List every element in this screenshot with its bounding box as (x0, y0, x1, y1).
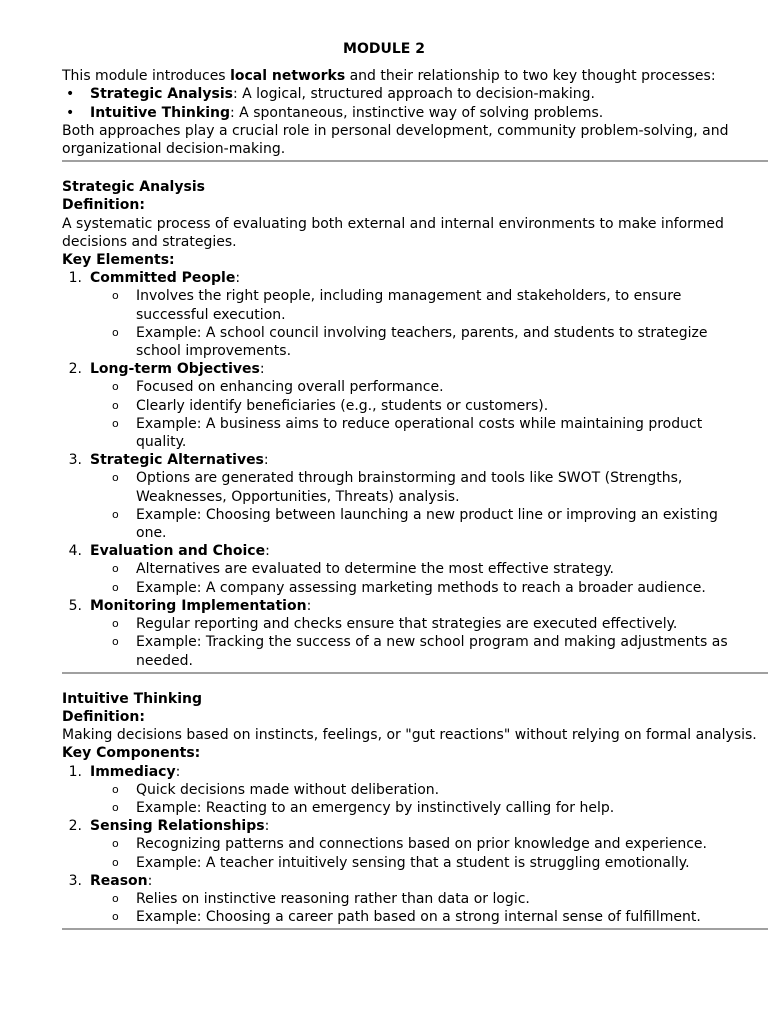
bullet-term: Strategic Analysis (90, 86, 233, 103)
sub-list (90, 378, 768, 451)
intro-bullet-item (62, 104, 768, 122)
sub-item (90, 378, 768, 396)
strategic-section (62, 178, 768, 669)
list-item (62, 872, 768, 927)
intro-bold-term: local networks (230, 68, 346, 85)
sub-marker: o (112, 325, 119, 339)
item-number: 3. (68, 452, 82, 469)
item-number: 2. (68, 818, 82, 835)
item-colon: : (264, 818, 270, 835)
section-heading: Intuitive Thinking (62, 690, 202, 707)
list-item (62, 451, 768, 542)
sub-marker: o (112, 471, 119, 485)
item-colon: : (306, 597, 312, 614)
item-number: 1. (68, 270, 82, 287)
item-number: 5. (68, 597, 82, 614)
sub-marker: o (112, 800, 119, 814)
intro-text-after: and their relationship to two key thought processes: (345, 68, 716, 85)
item-term: Immediacy (90, 763, 176, 780)
definition-label: Definition: (62, 708, 145, 725)
sub-marker: o (112, 837, 119, 851)
item-number: 3. (68, 872, 82, 889)
sub-list (90, 287, 768, 360)
sub-text: Alternatives are evaluated to determine the most effective strategy. (136, 561, 614, 578)
sub-text: Involves the right people, including management and stakeholders, to ensure successful execution. (136, 288, 682, 323)
item-term: Sensing Relationships (90, 818, 265, 835)
sub-text: Regular reporting and checks ensure that strategies are executed effectively. (136, 616, 678, 633)
key-components-list (62, 763, 768, 927)
sub-text: Example: Choosing between launching a new product line or improving an existing one. (136, 506, 718, 542)
sub-item (90, 287, 768, 323)
definition-text: A systematic process of evaluating both external and internal environments to make informed decisions and strategies. (62, 215, 724, 250)
intro-bullet-item (62, 85, 768, 103)
sub-text: Options are generated through brainstorming and tools like SWOT (Strengths, Weaknesses, Opportunities, Threats) analysis. (136, 470, 683, 505)
item-term: Monitoring Implementation (90, 597, 307, 614)
sub-marker: o (112, 910, 119, 924)
section-heading: Strategic Analysis (62, 179, 205, 196)
sub-marker: o (112, 782, 119, 796)
item-number: 2. (68, 361, 82, 378)
sub-item (90, 633, 768, 669)
sub-list (90, 781, 768, 817)
sub-text: Clearly identify beneficiaries (e.g., students or customers). (136, 397, 549, 414)
sub-list (90, 469, 768, 542)
sub-list (90, 835, 768, 871)
list-item (62, 542, 768, 597)
item-colon: : (175, 763, 181, 780)
sub-item (90, 324, 768, 360)
sub-item (90, 615, 768, 633)
bullet-marker: • (66, 104, 75, 121)
intuitive-section (62, 690, 768, 927)
bullet-marker: • (66, 86, 75, 103)
item-term: Committed People (90, 270, 236, 287)
definition-label: Definition: (62, 197, 145, 214)
bullet-text: : A logical, structured approach to decision-making. (232, 86, 595, 103)
sub-text: Example: A company assessing marketing methods to reach a broader audience. (136, 579, 706, 596)
sub-list (90, 560, 768, 596)
list-label: Key Components: (62, 745, 201, 762)
intro-text-before: This module introduces (62, 68, 231, 85)
sub-list (90, 890, 768, 926)
sub-marker: o (112, 380, 119, 394)
sub-marker: o (112, 635, 119, 649)
sub-item (90, 469, 768, 505)
list-item (62, 817, 768, 872)
sub-marker: o (112, 855, 119, 869)
sub-marker: o (112, 289, 119, 303)
item-number: 4. (68, 543, 82, 560)
item-term: Strategic Alternatives (90, 452, 264, 469)
sub-item (90, 397, 768, 415)
item-term: Reason (90, 872, 148, 889)
sub-item (90, 890, 768, 908)
sub-text: Example: A teacher intuitively sensing that a student is struggling emotionally. (136, 854, 690, 871)
sub-marker: o (112, 398, 119, 412)
sub-text: Example: Tracking the success of a new school program and making adjustments as needed. (136, 634, 728, 669)
section-divider (62, 928, 768, 930)
sub-item (90, 854, 768, 872)
item-term: Evaluation and Choice (90, 543, 266, 560)
section-divider (62, 160, 768, 162)
sub-text: Example: Choosing a career path based on a strong internal sense of fulfillment. (136, 909, 701, 926)
sub-text: Focused on enhancing overall performance. (136, 379, 444, 396)
item-term: Long-term Objectives (90, 361, 260, 378)
list-label: Key Elements: (62, 252, 175, 269)
sub-item (90, 835, 768, 853)
intro-paragraph (62, 67, 768, 85)
sub-text: Example: A school council involving teachers, parents, and students to strategize school improvements. (136, 324, 708, 360)
key-elements-list (62, 269, 768, 669)
list-item (62, 763, 768, 818)
sub-item (90, 781, 768, 799)
sub-marker: o (112, 891, 119, 905)
bullet-term: Intuitive Thinking (90, 104, 230, 121)
sub-marker: o (112, 416, 119, 430)
sub-text: Quick decisions made without deliberation. (136, 781, 440, 798)
item-number: 1. (68, 763, 82, 780)
sub-marker: o (112, 580, 119, 594)
section-divider (62, 672, 768, 674)
page-title: MODULE 2 (343, 41, 425, 57)
sub-marker: o (112, 562, 119, 576)
list-item (62, 269, 768, 360)
definition-text: Making decisions based on instincts, feelings, or "gut reactions" without relying on formal analysis. (62, 727, 757, 744)
intro-closing: Both approaches play a crucial role in personal development, community problem-solving, and organizational decision-making. (62, 122, 729, 158)
list-item (62, 360, 768, 451)
sub-item (90, 415, 768, 451)
item-colon: : (235, 270, 241, 287)
bullet-text: : A spontaneous, instinctive way of solving problems. (230, 104, 604, 121)
sub-text: Relies on instinctive reasoning rather than data or logic. (136, 890, 530, 907)
sub-list (90, 615, 768, 670)
item-colon: : (265, 543, 270, 560)
sub-item (90, 506, 768, 542)
list-item (62, 597, 768, 670)
sub-text: Recognizing patterns and connections based on prior knowledge and experience. (136, 836, 707, 853)
item-colon: : (263, 452, 269, 469)
item-colon: : (259, 361, 265, 378)
sub-text: Example: Reacting to an emergency by instinctively calling for help. (136, 799, 615, 816)
sub-marker: o (112, 507, 119, 521)
sub-item (90, 560, 768, 578)
intro-bullet-list (62, 85, 768, 121)
sub-marker: o (112, 617, 119, 631)
sub-item (90, 908, 768, 926)
sub-item (90, 799, 768, 817)
item-colon: : (147, 872, 153, 889)
sub-text: Example: A business aims to reduce operational costs while maintaining product quality. (136, 415, 703, 451)
sub-item (90, 579, 768, 597)
